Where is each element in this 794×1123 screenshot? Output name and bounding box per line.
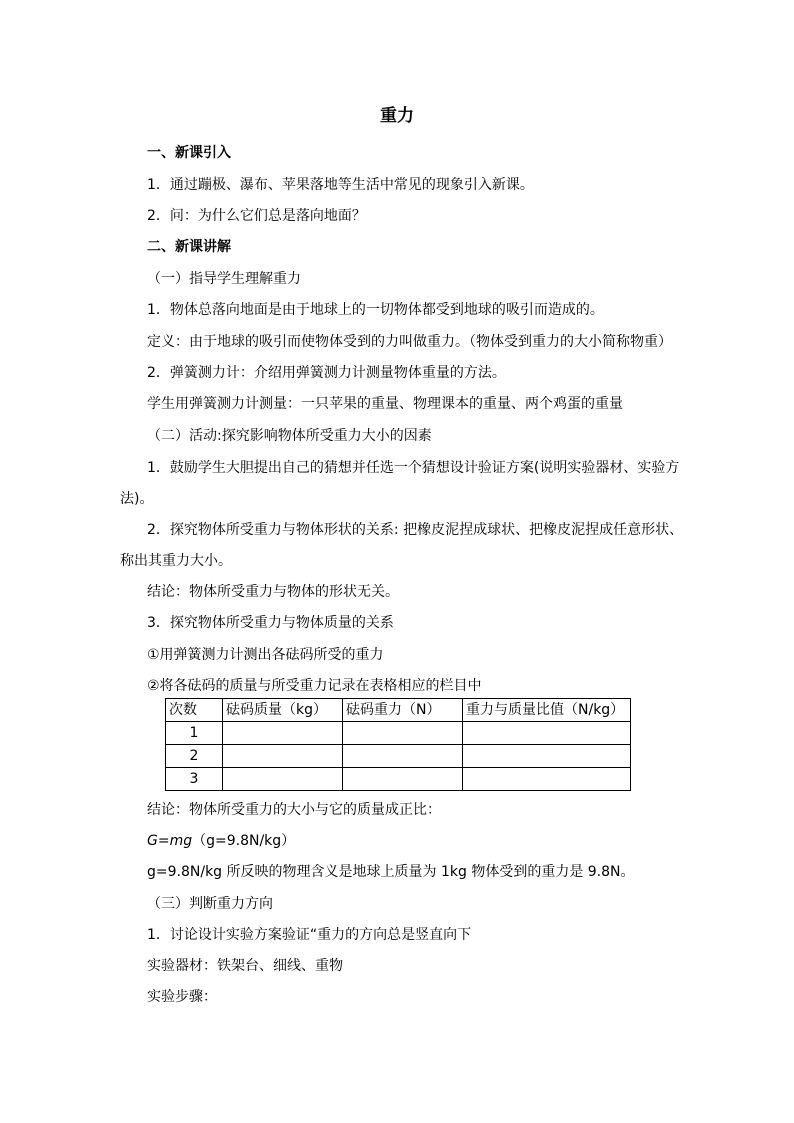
subsection-3-heading: （三）判断重力方向: [147, 896, 273, 912]
formula-main: G=mg: [147, 833, 193, 849]
table-cell: [223, 768, 343, 791]
step-1: ①用弹簧测力计测出各砝码所受的重力: [147, 647, 384, 663]
g-meaning: g=9.8N/kg 所反映的物理含义是地球上质量为 1kg 物体受到的重力是 9.8N。: [147, 864, 635, 880]
intro-item-1: 1．通过蹦极、瀑布、苹果落地等生活中常见的现象引入新课。: [147, 177, 534, 193]
page-title: 重力: [380, 106, 414, 126]
gravity-definition: 定义：由于地球的吸引而使物体受到的力叫做重力。（物体受到重力的大小简称物重）: [147, 334, 672, 350]
table-cell: [343, 768, 463, 791]
table-cell: 1: [166, 722, 223, 745]
table-row: [166, 745, 631, 768]
student-measurement: 学生用弹簧测力计测量：一只苹果的重量、物理课本的重量、两个鸡蛋的重量: [147, 396, 623, 412]
conclusion-shape: 结论：物体所受重力与物体的形状无关。: [147, 584, 399, 600]
formula-constant: （g=9.8N/kg）: [192, 833, 296, 849]
table-header-cell: 次数: [166, 699, 223, 722]
table-cell: 3: [166, 768, 223, 791]
experiment-steps-label: 实验步骤：: [147, 989, 217, 1005]
step-2: ②将各砝码的质量与所受重力记录在表格相应的栏目中: [147, 678, 482, 694]
subsection-1-item-1: 1．物体总落向地面是由于地球上的一切物体都受到地球的吸引而造成的。: [147, 302, 604, 318]
subsection-2-item-1-line-b: 法)。: [120, 491, 154, 507]
table-row: [166, 768, 631, 791]
table-cell: [463, 768, 631, 791]
experiment-equipment: 实验器材：铁架台、细线、重物: [147, 958, 343, 974]
table-cell: [223, 722, 343, 745]
gravity-formula: [147, 831, 295, 851]
table-header-cell: 砝码重力（N）: [343, 699, 463, 722]
table-cell: [343, 745, 463, 768]
table-header-row: [166, 699, 631, 722]
subsection-2-item-2-line-b: 称出其重力大小。: [120, 553, 232, 569]
record-table: [165, 698, 631, 791]
subsection-2-item-1-line-a: 1．鼓励学生大胆提出自己的猜想并任选一个猜想设计验证方案(说明实验器材、实验方: [147, 460, 680, 476]
subsection-1-heading: （一）指导学生理解重力: [147, 271, 301, 287]
table-cell: [343, 722, 463, 745]
table-cell: [223, 745, 343, 768]
section-heading-lecture: 二、新课讲解: [147, 239, 231, 255]
table-header-cell: 重力与质量比值（N/kg）: [463, 699, 631, 722]
table-cell: 2: [166, 745, 223, 768]
intro-item-2: 2．问：为什么它们总是落向地面？: [147, 208, 366, 224]
table-cell: [463, 722, 631, 745]
section-heading-intro: 一、新课引入: [147, 145, 231, 161]
table-header-cell: 砝码质量（kg）: [223, 699, 343, 722]
subsection-2-item-3: 3．探究物体所受重力与物体质量的关系: [147, 615, 394, 631]
subsection-2-item-2-line-a: 2．探究物体所受重力与物体形状的关系: 把橡皮泥捏成球状、把橡皮泥捏成任意形状、: [147, 522, 684, 538]
subsection-3-item-1: 1．讨论设计实验方案验证“重力的方向总是竖直向下: [147, 927, 472, 943]
conclusion-proportional: 结论：物体所受重力的大小与它的质量成正比：: [147, 802, 441, 818]
subsection-1-item-2: 2．弹簧测力计：介绍用弹簧测力计测量物体重量的方法。: [147, 365, 506, 381]
table-cell: [463, 745, 631, 768]
table-row: [166, 722, 631, 745]
subsection-2-heading: （二）活动:探究影响物体所受重力大小的因素: [147, 428, 432, 444]
